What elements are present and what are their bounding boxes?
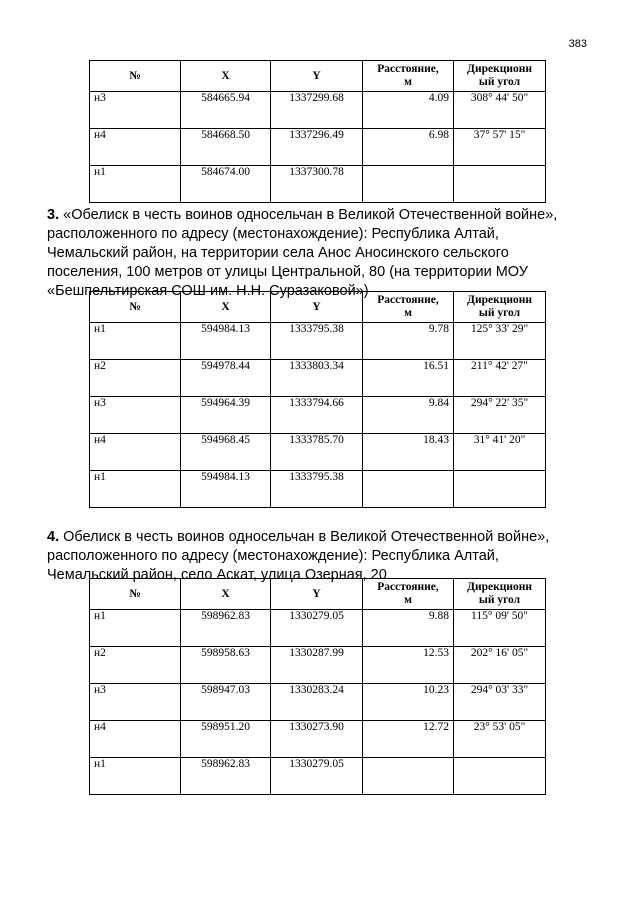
header-angle-line2: ый угол (478, 307, 521, 319)
x-cell: 594984.13 (181, 323, 271, 360)
distance-cell: 10.23 (363, 684, 454, 721)
table-row (90, 758, 546, 795)
y-cell: 1333785.70 (271, 434, 363, 471)
table-row (90, 647, 546, 684)
distance-cell: 16.51 (363, 360, 454, 397)
paragraph-line: поселения, 100 метров от улицы Центральной, 80 (на территории МОУ (47, 264, 528, 280)
header-num: № (90, 292, 181, 323)
point-cell: н1 (90, 323, 181, 360)
angle-cell: 115° 09' 50" (454, 610, 546, 647)
paragraph-line: Чемальский район, село Аскат, улица Озерная, 20 (47, 567, 387, 583)
header-distance (363, 579, 454, 610)
paragraph-line: расположенного по адресу (местонахождение): Республика Алтай, (47, 548, 499, 564)
page-number: 383 (568, 38, 587, 50)
table-row (90, 471, 546, 508)
header-angle (454, 61, 546, 92)
y-cell: 1337296.49 (271, 129, 363, 166)
y-cell: 1330283.24 (271, 684, 363, 721)
x-cell: 594984.13 (181, 471, 271, 508)
header-distance-line2: м (404, 307, 412, 319)
angle-cell (454, 758, 546, 795)
table-row (90, 166, 546, 203)
y-cell: 1333795.38 (271, 471, 363, 508)
header-distance (363, 61, 454, 92)
x-cell: 594968.45 (181, 434, 271, 471)
table-row (90, 721, 546, 758)
distance-cell: 12.72 (363, 721, 454, 758)
distance-cell (363, 471, 454, 508)
point-cell: н1 (90, 166, 181, 203)
angle-cell: 308° 44' 50" (454, 92, 546, 129)
y-cell: 1337300.78 (271, 166, 363, 203)
point-cell: н2 (90, 360, 181, 397)
paragraph-line: Чемальский район, на территории села Анос Аносинского сельского (47, 245, 509, 261)
header-distance-line2: м (404, 594, 412, 606)
point-cell: н4 (90, 434, 181, 471)
coordinates-table-1 (89, 60, 546, 203)
header-distance-line1: Расстояние, (377, 63, 439, 75)
angle-cell: 211° 42' 27" (454, 360, 546, 397)
header-distance-line1: Расстояние, (377, 294, 439, 306)
x-cell: 584668.50 (181, 129, 271, 166)
angle-cell: 23° 53' 05" (454, 721, 546, 758)
point-cell: н4 (90, 129, 181, 166)
distance-cell: 12.53 (363, 647, 454, 684)
paragraph-line (47, 206, 588, 225)
point-cell: н3 (90, 92, 181, 129)
angle-cell: 294° 22' 35" (454, 397, 546, 434)
angle-cell (454, 166, 546, 203)
header-x: X (181, 292, 271, 323)
point-cell: н2 (90, 647, 181, 684)
header-distance-line2: м (404, 76, 412, 88)
x-cell: 584674.00 (181, 166, 271, 203)
header-y: Y (271, 292, 363, 323)
table-row (90, 92, 546, 129)
distance-cell: 18.43 (363, 434, 454, 471)
distance-cell: 9.78 (363, 323, 454, 360)
section-4-paragraph (47, 528, 588, 585)
point-cell: н3 (90, 397, 181, 434)
y-cell: 1330273.90 (271, 721, 363, 758)
table-row (90, 360, 546, 397)
paragraph-line (47, 528, 588, 547)
paragraph-text: «Обелиск в честь воинов односельчан в Великой Отечественной войне», (63, 207, 558, 223)
paragraph-line: «Бешпельтирская СОШ им. Н.Н. Суразаковой») (47, 283, 369, 299)
y-cell: 1330287.99 (271, 647, 363, 684)
table-row (90, 323, 546, 360)
angle-cell: 125° 33' 29" (454, 323, 546, 360)
y-cell: 1333795.38 (271, 323, 363, 360)
x-cell: 598962.83 (181, 610, 271, 647)
table-header-row (90, 579, 546, 610)
paragraph-line: расположенного по адресу (местонахождение): Республика Алтай, (47, 226, 499, 242)
x-cell: 598958.63 (181, 647, 271, 684)
table-header-row (90, 61, 546, 92)
section-number: 4. (47, 529, 60, 545)
header-x: X (181, 579, 271, 610)
x-cell: 598947.03 (181, 684, 271, 721)
x-cell: 598951.20 (181, 721, 271, 758)
point-cell: н1 (90, 471, 181, 508)
paragraph-text: Обелиск в честь воинов односельчан в Великой Отечественной войне», (63, 529, 550, 545)
header-angle-line1: Дирекционн (467, 63, 532, 75)
angle-cell (454, 471, 546, 508)
header-angle-line1: Дирекционн (467, 581, 532, 593)
x-cell: 584665.94 (181, 92, 271, 129)
table-row (90, 434, 546, 471)
header-y: Y (271, 61, 363, 92)
distance-cell: 6.98 (363, 129, 454, 166)
header-angle-line1: Дирекционн (467, 294, 532, 306)
x-cell: 594978.44 (181, 360, 271, 397)
distance-cell (363, 758, 454, 795)
x-cell: 594964.39 (181, 397, 271, 434)
coordinates-table-2 (89, 291, 546, 508)
header-angle (454, 579, 546, 610)
header-distance (363, 292, 454, 323)
x-cell: 598962.83 (181, 758, 271, 795)
distance-cell (363, 166, 454, 203)
header-angle-line2: ый угол (478, 76, 521, 88)
point-cell: н3 (90, 684, 181, 721)
header-x: X (181, 61, 271, 92)
header-distance-line1: Расстояние, (377, 581, 439, 593)
point-cell: н1 (90, 758, 181, 795)
y-cell: 1333803.34 (271, 360, 363, 397)
table-row (90, 129, 546, 166)
distance-cell: 9.84 (363, 397, 454, 434)
distance-cell: 4.09 (363, 92, 454, 129)
table-row (90, 610, 546, 647)
angle-cell: 37° 57' 15" (454, 129, 546, 166)
y-cell: 1330279.05 (271, 610, 363, 647)
y-cell: 1330279.05 (271, 758, 363, 795)
header-angle (454, 292, 546, 323)
point-cell: н1 (90, 610, 181, 647)
table-row (90, 397, 546, 434)
point-cell: н4 (90, 721, 181, 758)
y-cell: 1333794.66 (271, 397, 363, 434)
y-cell: 1337299.68 (271, 92, 363, 129)
header-num: № (90, 579, 181, 610)
angle-cell: 31° 41' 20" (454, 434, 546, 471)
distance-cell: 9.88 (363, 610, 454, 647)
coordinates-table-3 (89, 578, 546, 795)
table-row (90, 684, 546, 721)
angle-cell: 294° 03' 33" (454, 684, 546, 721)
angle-cell: 202° 16' 05" (454, 647, 546, 684)
header-y: Y (271, 579, 363, 610)
section-number: 3. (47, 207, 60, 223)
header-num: № (90, 61, 181, 92)
table-header-row (90, 292, 546, 323)
section-3-paragraph (47, 206, 588, 301)
header-angle-line2: ый угол (478, 594, 521, 606)
